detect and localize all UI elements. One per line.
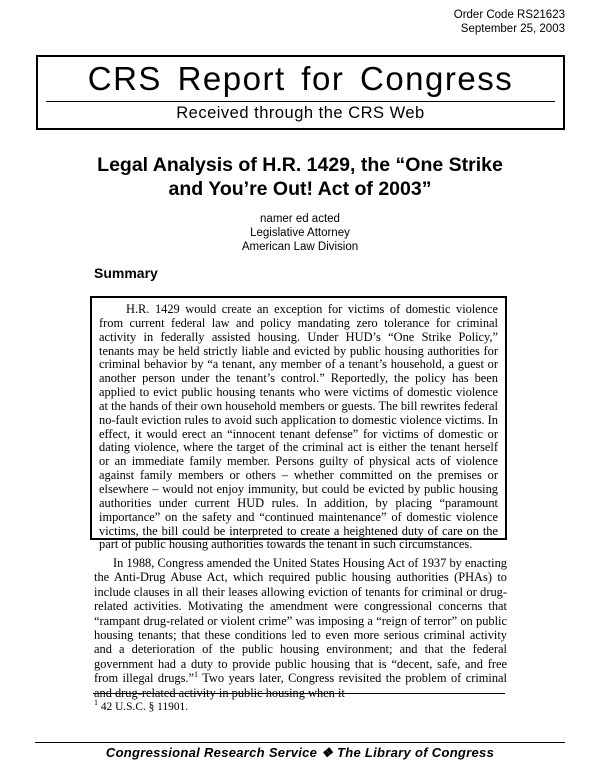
report-title-line1: Legal Analysis of H.R. 1429, the “One Strike [97, 154, 503, 176]
masthead-box [36, 55, 565, 130]
order-code: Order Code RS21623 [453, 9, 565, 21]
summary-box [90, 296, 507, 552]
footnote-reference: 1 [194, 670, 199, 680]
order-code-block [454, 9, 565, 36]
footnote [94, 698, 189, 713]
body-text-before-footnote: In 1988, Congress amended the United States Housing Act of 1937 by enacting the Anti-Drug Abuse Act, which required public housing authorities (PHAs) to include clauses in all their leases allowing eviction of tenants for criminal or drug-related activities. Motivating the amendment were congressional concerns that “rampant drug-related or violent crime” was imposing a “reign of terror” on public housing tenants; that these conditions led to even more serious criminal activity and a deterioration of the public housing environment; and that the federal government had a duty to provide public housing that is “decent, safe, and free from illegal drugs.” [94, 556, 507, 686]
footnote-divider [93, 693, 505, 694]
report-date: September 25, 2003 [460, 22, 565, 35]
footer-divider [35, 742, 565, 743]
author-division: American Law Division [241, 240, 359, 253]
footer-text: Congressional Research Service ❖ The Library of Congress [105, 745, 495, 760]
masthead-subtitle: Received through the CRS Web [176, 104, 425, 122]
footnote-text: 42 U.S.C. § 11901. [98, 701, 189, 713]
report-title [0, 154, 600, 201]
body-paragraph [94, 556, 507, 700]
footnote-marker: 1 [94, 698, 98, 708]
masthead-title: CRS Report for Congress [87, 60, 514, 97]
summary-heading: Summary [94, 265, 158, 281]
summary-text: H.R. 1429 would create an exception for victims of domestic violence from current federal law and policy mandating zero tolerance for criminal activity in federally assisted housing. Under HUD’s “One Strike Policy,” tenants may be held strictly liable and evicted by public housing authorities for criminal behavior by “a tenant, any member of a tenant’s household, a guest or another person under the tenant’s control.” Reportedly, the policy has been applied to evict public housing tenants who were victims of domestic violence at the hands of their own household members or guests. The bill rewrites federal no-fault eviction rules to avoid such application to domestic violence victims. In effect, it would erect an “innocent tenant defense” for victims of domestic or dating violence, where the target of the criminal act is either the tenant herself or an immediate family member. Persons guilty of physical acts of violence against family members or others – whether committed on the premises or elsewhere – would not enjoy immunity, but could be evicted by public housing authorities under current HUD rules. In addition, by placing “paramount importance” on the safety and “continued maintenance” of domestic violence victims, the bill could be interpreted to create a heightened duty of care on the part of public housing authorities towards the tenant in such circumstances. [99, 302, 498, 552]
author-name: namer ed acted [260, 213, 340, 225]
byline [0, 213, 600, 254]
author-title: Legislative Attorney [250, 226, 350, 239]
body-text-after-footnote: Two years later, Congress revisited the problem of criminal and drug-related activity in public housing when it [94, 671, 507, 700]
report-title-line2: and You’re Out! Act of 2003” [168, 177, 432, 200]
